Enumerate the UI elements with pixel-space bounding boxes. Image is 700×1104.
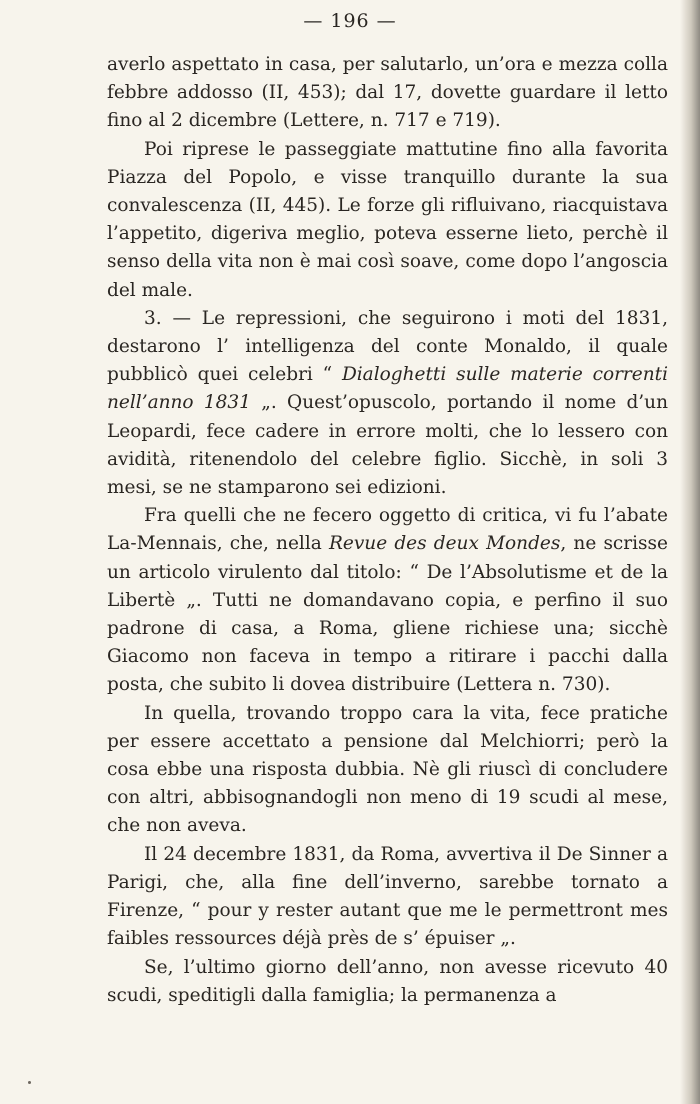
- page-number-header: — 196 —: [303, 10, 397, 32]
- italic-title: Revue des deux Mondes: [328, 533, 561, 555]
- paragraph: [107, 305, 668, 502]
- paragraph: [107, 841, 668, 954]
- body-text: [107, 51, 668, 1010]
- italic-title: Dialoghetti sulle materie correnti nell’anno 1831: [107, 364, 668, 414]
- text-run: Se, l’ultimo giorno dell’anno, non avesse ricevuto 40 scudi, speditigli dalla famiglia; la permanenza a: [107, 956, 668, 1006]
- paragraph: [107, 954, 668, 1010]
- text-run: averlo aspettato in casa, per salutarlo, un’ora e mezza colla febbre addosso (II, 453); dal 17, dovette guardare il letto fino al 2 dicembre (Lettere, n. 717 e 719).: [107, 54, 668, 132]
- text-run: „. Quest’opuscolo, portando il nome d’un Leopardi, fece cadere in errore molti, che lo lessero con avidità, ritenendolo del celebre figlio. Sicchè, in soli 3 mesi, se ne stamparono sei edizioni.: [107, 392, 668, 499]
- paragraph: [107, 700, 668, 841]
- paragraph: [107, 136, 668, 305]
- page-edge-shadow: [680, 0, 700, 1104]
- paragraph: [107, 51, 668, 136]
- text-run: , ne scrisse un articolo virulento dal titolo: “ De l’Absolutisme et de la Libertè „. Tutti ne domandavano copia, e perfino il suo padrone di casa, a Roma, gliene richiese una; sicchè Giacomo non faceva in tempo a ritirare i pacchi dalla posta, che subito li dovea distribuire (Lettera n. 730).: [107, 533, 668, 696]
- text-run: Fra quelli che ne fecero oggetto di critica, vi fu l’abate La-Mennais, che, nella: [107, 505, 668, 555]
- paragraph: [107, 502, 668, 699]
- text-run: Poi riprese le passeggiate mattutine fino alla favorita Piazza del Popolo, e visse tranquillo durante la sua convalescenza (II, 445). Le forze gli rifluivano, riacquistava l’appetito, digeriva meglio, poteva esserne lieto, perchè il senso della vita non è mai così soave, come dopo l’angoscia del male.: [107, 138, 668, 301]
- text-run: Il 24 decembre 1831, da Roma, avvertiva il De Sinner a Parigi, che, alla fine dell’inverno, sarebbe tornato a Firenze, “ pour y rester autant que me le permettront mes faibles ressources déjà près de s’ épuiser „.: [107, 843, 668, 950]
- text-run: 3. — Le repressioni, che seguirono i moti del 1831, destarono l’ intelligenza del conte Monaldo, il quale pubblicò quei celebri “: [107, 307, 668, 386]
- ink-speck: [28, 1081, 31, 1084]
- text-run: In quella, trovando troppo cara la vita, fece pratiche per essere accettato a pensione dal Melchiorri; però la cosa ebbe una risposta dubbia. Nè gli riuscì di concludere con altri, abbisognandogli non meno di 19 scudi al mese, che non aveva.: [107, 702, 668, 837]
